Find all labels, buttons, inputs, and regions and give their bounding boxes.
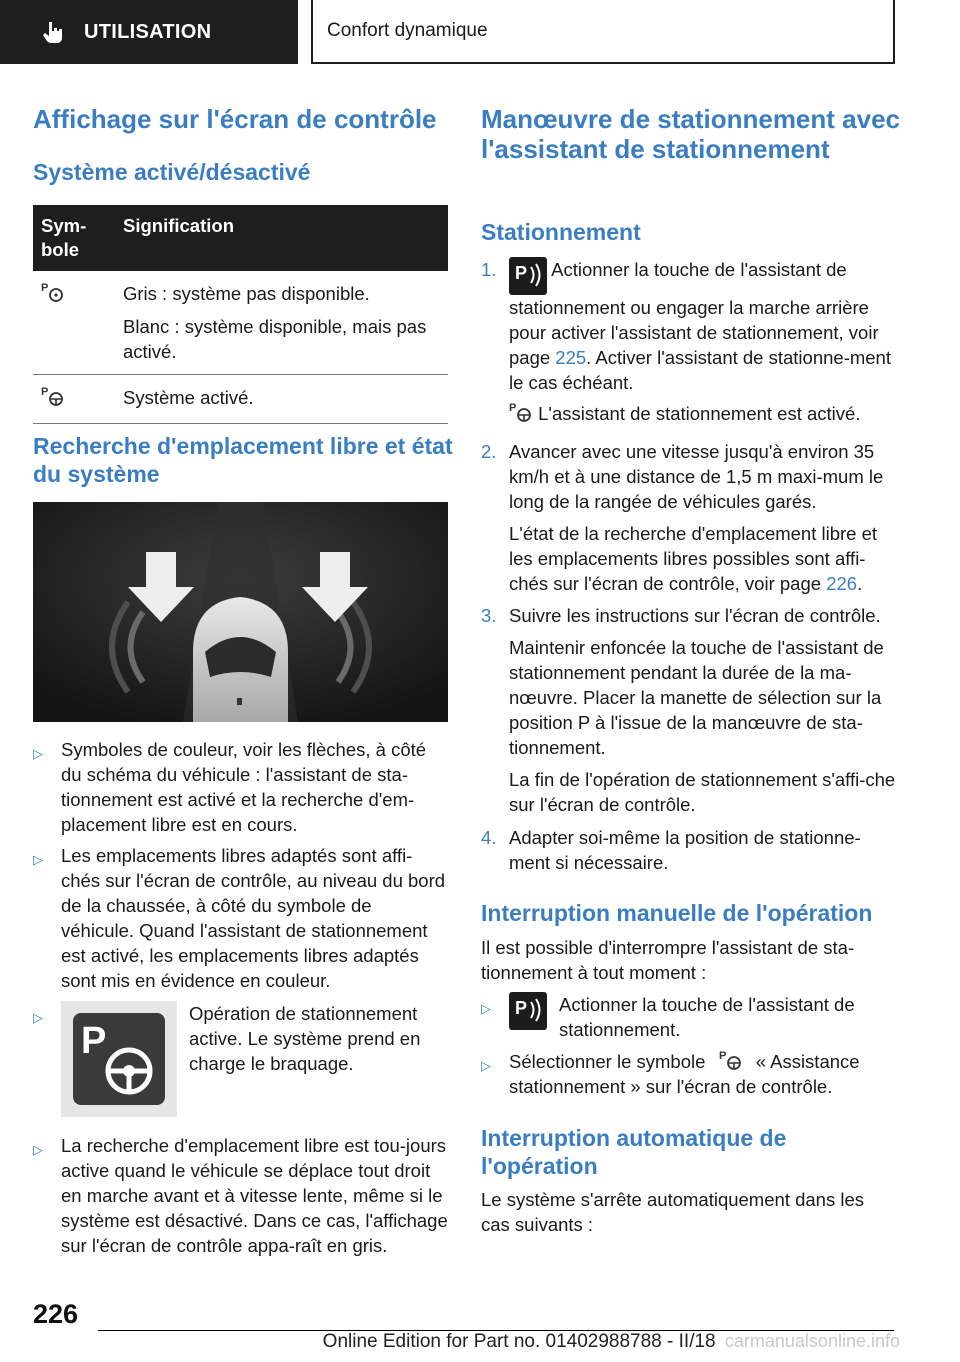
- meaning-cell: [115, 271, 448, 375]
- park-assist-active-icon: [719, 1049, 743, 1071]
- bullet-triangle-icon: ▷: [481, 1058, 491, 1073]
- step-item: [481, 825, 896, 875]
- list-item-text: Opération de stationnement active. Le système prend en charge le braquage.: [189, 1003, 421, 1074]
- svg-text:P: P: [41, 282, 49, 294]
- symbol-table: [33, 205, 448, 424]
- step-number: 2.: [481, 441, 497, 462]
- list-item-text: Actionner la touche de l'assistant de stationnement.: [559, 994, 855, 1040]
- meaning-line: Blanc : système disponible, mais pas activé.: [123, 316, 427, 362]
- page-link-226[interactable]: 226: [826, 573, 858, 594]
- step-subtext: L'assistant de stationnement est activé.: [533, 403, 861, 424]
- list-item: [33, 737, 448, 837]
- park-assist-icon: [41, 281, 65, 303]
- steering-wheel-icon: [73, 1013, 165, 1105]
- svg-text:P: P: [718, 1050, 726, 1062]
- list-item-text: Symboles de couleur, voir les flèches, à côté du schéma du véhicule : l'assistant de sta-tionnement est activé et la recherche d'em-placement libre est en cours.: [61, 739, 427, 835]
- manual-interruption-heading: Interruption manuelle de l'opération: [481, 900, 873, 926]
- list-item: [481, 1049, 896, 1099]
- section-tab: [0, 0, 298, 64]
- symbol-cell: [33, 375, 115, 424]
- step-item: [481, 257, 896, 426]
- svg-text:P: P: [515, 998, 528, 1018]
- park-assist-button-icon: [509, 257, 547, 295]
- chapter-label: Confort dynamique: [327, 20, 488, 41]
- meaning-line: Gris : système pas disponible.: [123, 283, 370, 304]
- parking-heading: Stationnement: [481, 219, 641, 245]
- section-label: UTILISATION: [84, 20, 212, 43]
- page-link-225[interactable]: 225: [555, 347, 587, 368]
- list-item-text: La recherche d'emplacement libre est tou-jours active quand le véhicule se déplace tout droit en marche avant et à vitesse lente, même si le système est désactivé. Dans ce cas, l'affichage sur l'écran de contrôle appa-raît en gris.: [61, 1135, 448, 1256]
- auto-interruption-heading: Interruption automatique de l'opération: [481, 1125, 787, 1179]
- status-subheading: Système activé/désactivé: [33, 159, 311, 185]
- bullet-triangle-icon: ▷: [33, 852, 43, 867]
- park-steering-symbol: [61, 1001, 177, 1117]
- auto-text: Le système s'arrête automatiquement dans les cas suivants :: [481, 1189, 864, 1235]
- symbol-cell: [33, 271, 115, 375]
- list-item: [33, 1001, 448, 1117]
- park-assist-active-icon: [41, 385, 65, 407]
- step-subtext: L'état de la recherche d'emplacement libre et les emplacements libres possibles sont affi-chés sur l'écran de contrôle, voir page: [509, 523, 878, 594]
- display-heading: Affichage sur l'écran de contrôle: [33, 104, 437, 134]
- svg-text:P: P: [509, 402, 517, 414]
- bullet-triangle-icon: ▷: [33, 1010, 43, 1025]
- step-number: 4.: [481, 827, 497, 848]
- parking-screen-image: [33, 502, 448, 722]
- table-header-row: [33, 205, 448, 271]
- step-subtext: La fin de l'opération de stationnement s'affi-che sur l'écran de contrôle.: [509, 769, 896, 815]
- park-assist-active-icon: [509, 401, 533, 423]
- step-item: [481, 439, 896, 596]
- watermark: carmanualsonline.info: [724, 1331, 900, 1351]
- step-subtext: .: [857, 573, 863, 594]
- hand-icon: [40, 19, 66, 45]
- step-subtext: Maintenir enfoncée la touche de l'assistant de stationnement pendant la durée de la ma-nœuvre. Placer la manette de sélection sur la position P à l'issue de la manœuvre de sta-tionnement.: [509, 637, 884, 758]
- bullet-triangle-icon: ▷: [33, 1142, 43, 1157]
- step-number: 3.: [481, 605, 497, 626]
- step-text: Adapter soi-même la position de stationne-ment si nécessaire.: [509, 827, 861, 873]
- manual-intro: Il est possible d'interrompre l'assistant de sta-tionnement à tout moment :: [481, 937, 855, 983]
- list-item: [481, 992, 896, 1042]
- page-number: 226: [33, 1299, 79, 1329]
- step-text: Suivre les instructions sur l'écran de contrôle.: [509, 605, 881, 626]
- step-number: 1.: [481, 259, 497, 280]
- list-item-text: « Assistance stationnement » sur l'écran de contrôle.: [509, 1051, 860, 1097]
- edition-text: Online Edition for Part no. 01402988788 - II/18: [322, 1331, 716, 1352]
- list-item-text: Les emplacements libres adaptés sont affi-chés sur l'écran de contrôle, au niveau du bord de la chaussée, à côté du symbole de véhicule. Quand l'assistant de stationnement est activé, les emplacements libres adaptés sont mis en évidence en couleur.: [61, 845, 446, 991]
- edition-label: [300, 1331, 900, 1353]
- search-heading: Recherche d'emplacement libre et état du système: [33, 433, 453, 487]
- svg-text:P: P: [515, 263, 528, 283]
- list-item: [33, 1133, 448, 1258]
- table-row: [33, 271, 448, 375]
- column-header-meaning: Signification: [115, 205, 448, 271]
- svg-text:P: P: [41, 386, 49, 398]
- column-header-symbol: Sym- bole: [33, 205, 115, 271]
- svg-text:P: P: [81, 1020, 107, 1062]
- park-assist-button-icon: [509, 992, 547, 1030]
- step-item: [481, 603, 896, 817]
- maneuver-heading: Manœuvre de stationnement avec l'assistant de stationnement: [481, 104, 900, 164]
- meaning-cell: Système activé.: [115, 375, 448, 424]
- list-item-text: Sélectionner le symbole: [509, 1051, 706, 1072]
- step-text: Avancer avec une vitesse jusqu'à environ 35 km/h et à une distance de 1,5 m maxi-mum le long de la rangée de véhicules garés.: [509, 441, 884, 512]
- table-row: [33, 375, 448, 424]
- bullet-triangle-icon: ▷: [481, 1001, 491, 1016]
- chapter-tab: [311, 0, 895, 64]
- list-item: [33, 843, 448, 993]
- step-text: . Activer l'assistant de stationne-ment le cas échéant.: [509, 347, 891, 393]
- bullet-triangle-icon: ▷: [33, 746, 43, 761]
- step-text: Actionner la touche de l'assistant de stationnement ou engager la marche arrière pour activer l'assistant de stationnement, voir page: [509, 259, 879, 368]
